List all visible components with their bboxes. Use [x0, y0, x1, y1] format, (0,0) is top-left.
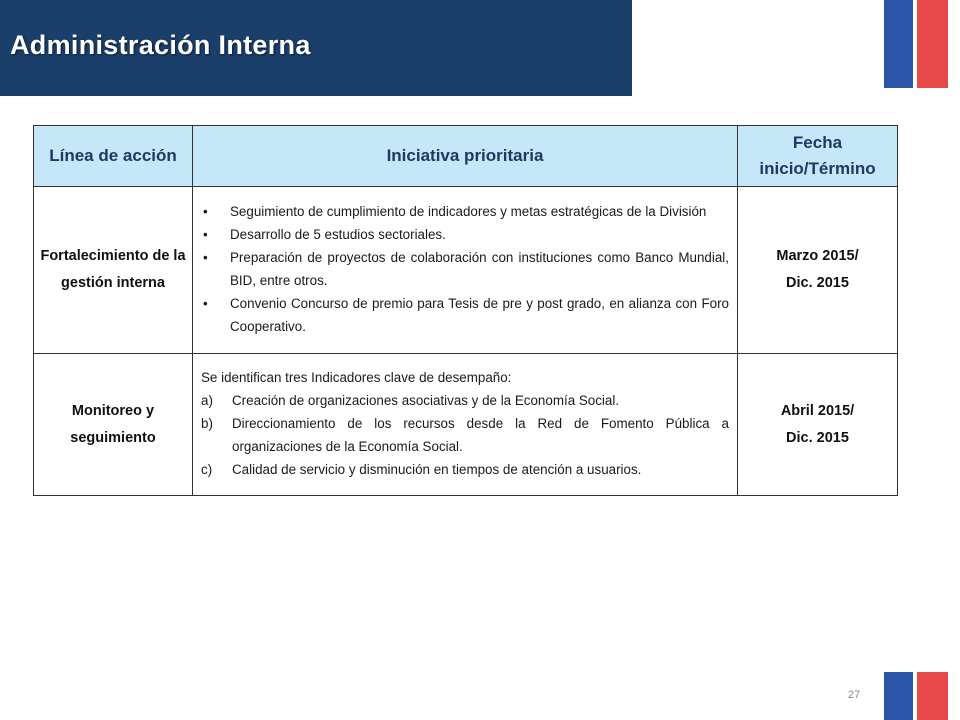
- initiatives-table: [33, 125, 898, 496]
- header-iniciativa: Iniciativa prioritaria: [193, 126, 738, 187]
- fecha-end: Dic. 2015: [786, 275, 849, 291]
- iniciativa-cell: [193, 187, 738, 354]
- letter-marker: b): [201, 416, 213, 431]
- linea-cell: Fortalecimiento de la gestión interna: [34, 187, 193, 354]
- flag-red-band: [917, 0, 948, 88]
- list-item: [201, 412, 729, 458]
- list-item: [201, 458, 729, 481]
- list-item-text: Seguimiento de cumplimiento de indicadores y metas estratégicas de la División: [230, 204, 707, 219]
- bullet-marker: •: [203, 227, 208, 242]
- bullet-marker: •: [203, 296, 208, 311]
- flag-stripe-bottom: [884, 672, 948, 720]
- list-item-text: Desarrollo de 5 estudios sectoriales.: [230, 227, 446, 242]
- list-item-text: Convenio Concurso de premio para Tesis de pre y post grado, en alianza con Foro Cooperativo.: [230, 296, 729, 334]
- list-item: [201, 292, 729, 338]
- list-item-text: Direccionamiento de los recursos desde la Red de Fomento Pública a organizaciones de la Economía Social.: [232, 416, 729, 454]
- list-item-text: Preparación de proyectos de colaboración con instituciones como Banco Mundial, BID, entre otros.: [230, 250, 729, 288]
- flag-red-band: [917, 672, 948, 720]
- page-number: 27: [848, 689, 861, 701]
- fecha-start: Abril 2015/: [780, 402, 855, 419]
- flag-blue-band: [884, 672, 913, 720]
- flag-stripe-top: [884, 0, 948, 88]
- indicators-intro: Se identifican tres Indicadores clave de desempaño:: [201, 370, 512, 385]
- header-linea: Línea de acción: [34, 126, 193, 187]
- fecha-cell: [738, 187, 898, 354]
- letter-marker: a): [201, 393, 213, 408]
- bullet-marker: •: [203, 250, 208, 265]
- fecha-cell: [738, 354, 898, 496]
- list-item: [201, 223, 729, 246]
- fecha-end: Dic. 2015: [786, 429, 849, 446]
- table-row: [34, 187, 898, 354]
- slide-title: Administración Interna: [10, 30, 311, 60]
- iniciativa-cell: [193, 354, 738, 496]
- header-fecha: Fecha inicio/Término: [738, 126, 898, 187]
- list-item-text: Creación de organizaciones asociativas y de la Economía Social.: [232, 393, 620, 408]
- letter-marker: c): [201, 462, 213, 477]
- bullet-marker: •: [203, 204, 208, 219]
- table-header-row: [34, 126, 898, 187]
- fecha-start: Marzo 2015/: [776, 248, 859, 264]
- list-item: [201, 200, 729, 223]
- list-item: [201, 389, 729, 412]
- table-row: [34, 354, 898, 496]
- lettered-list: [201, 389, 729, 481]
- list-item: [201, 246, 729, 292]
- bullet-list: [201, 200, 729, 338]
- linea-cell: Monitoreo y seguimiento: [34, 354, 193, 496]
- flag-blue-band: [884, 0, 913, 88]
- list-item-text: Calidad de servicio y disminución en tiempos de atención a usuarios.: [232, 462, 642, 477]
- title-bar: [0, 0, 632, 96]
